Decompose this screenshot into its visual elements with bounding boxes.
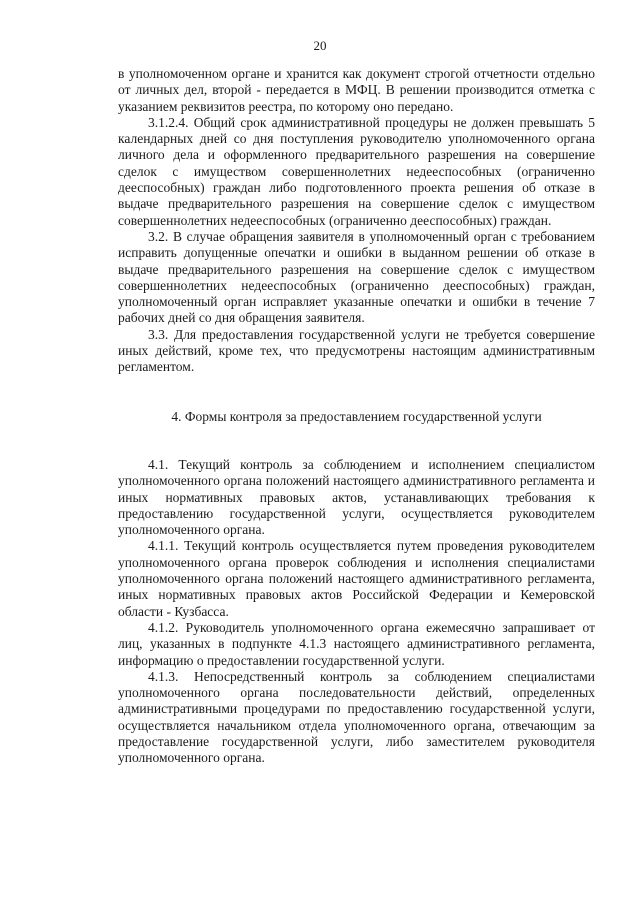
paragraph-continuation: в уполномоченном органе и хранится как документ строгой отчетности отдельно от личных дел, второй - передается в МФЦ. В решении производится отметка с указанием реквизитов реестра, по которому оно передано. bbox=[118, 66, 595, 114]
document-body bbox=[118, 66, 595, 767]
paragraph-4-1-3: 4.1.3. Непосредственный контроль за соблюдением специалистами уполномоченного органа последовательности действий, определенных административными процедурами по предоставлению государственной услуги, осуществляется начальником отдела уполномоченного органа, отвечающим за предоставление государственной услуги, либо заместителем руководителя уполномоченного органа. bbox=[118, 668, 595, 766]
paragraph-4-1: 4.1. Текущий контроль за соблюдением и исполнением специалистом уполномоченного органа положений настоящего административного регламента и иных нормативных правовых актов, устанавливающих требования к предоставлению государственной услуги, осуществляется руководителем уполномоченного органа. bbox=[118, 456, 595, 538]
paragraph-3-1-2-4: 3.1.2.4. Общий срок административной процедуры не должен превышать 5 календарных дней со дня поступления руководителю уполномоченного органа личного дела и оформленного предварительного разрешения на совершение сделок с имуществом совершеннолетних недееспособных (ограниченно дееспособных) граждан либо подготовленного проекта решения об отказе в выдаче предварительного разрешения на совершение сделок с имуществом совершеннолетних недееспособных (ограниченно дееспособных) граждан. bbox=[118, 114, 595, 228]
paragraph-3-3: 3.3. Для предоставления государственной услуги не требуется совершение иных действий, кроме тех, что предусмотрены настоящим административным регламентом. bbox=[118, 326, 595, 375]
paragraph-4-1-1: 4.1.1. Текущий контроль осуществляется путем проведения руководителем уполномоченного органа проверок соблюдения и исполнения специалистами уполномоченного органа положений настоящего административного регламента, иных нормативных правовых актов Российской Федерации и Кемеровской области - Кузбасса. bbox=[118, 538, 595, 619]
page-number: 20 bbox=[313, 38, 327, 53]
section-heading: 4. Формы контроля за предоставлением государственной услуги bbox=[171, 408, 542, 424]
paragraph-4-1-2: 4.1.2. Руководитель уполномоченного органа ежемесячно запрашивает от лиц, указанных в подпункте 4.1.3 настоящего административного регламента, информацию о предоставлении государственной услуги. bbox=[118, 619, 595, 668]
paragraph-3-2: 3.2. В случае обращения заявителя в уполномоченный орган с требованием исправить допущенные опечатки и ошибки в выданном решении об отказе в выдаче предварительного разрешения на совершение сделок с имуществом совершеннолетних недееспособных (ограниченно дееспособных) граждан, уполномоченный орган исправляет указанные опечатки и ошибки в течение 7 рабочих дней со дня обращения заявителя. bbox=[118, 228, 595, 326]
